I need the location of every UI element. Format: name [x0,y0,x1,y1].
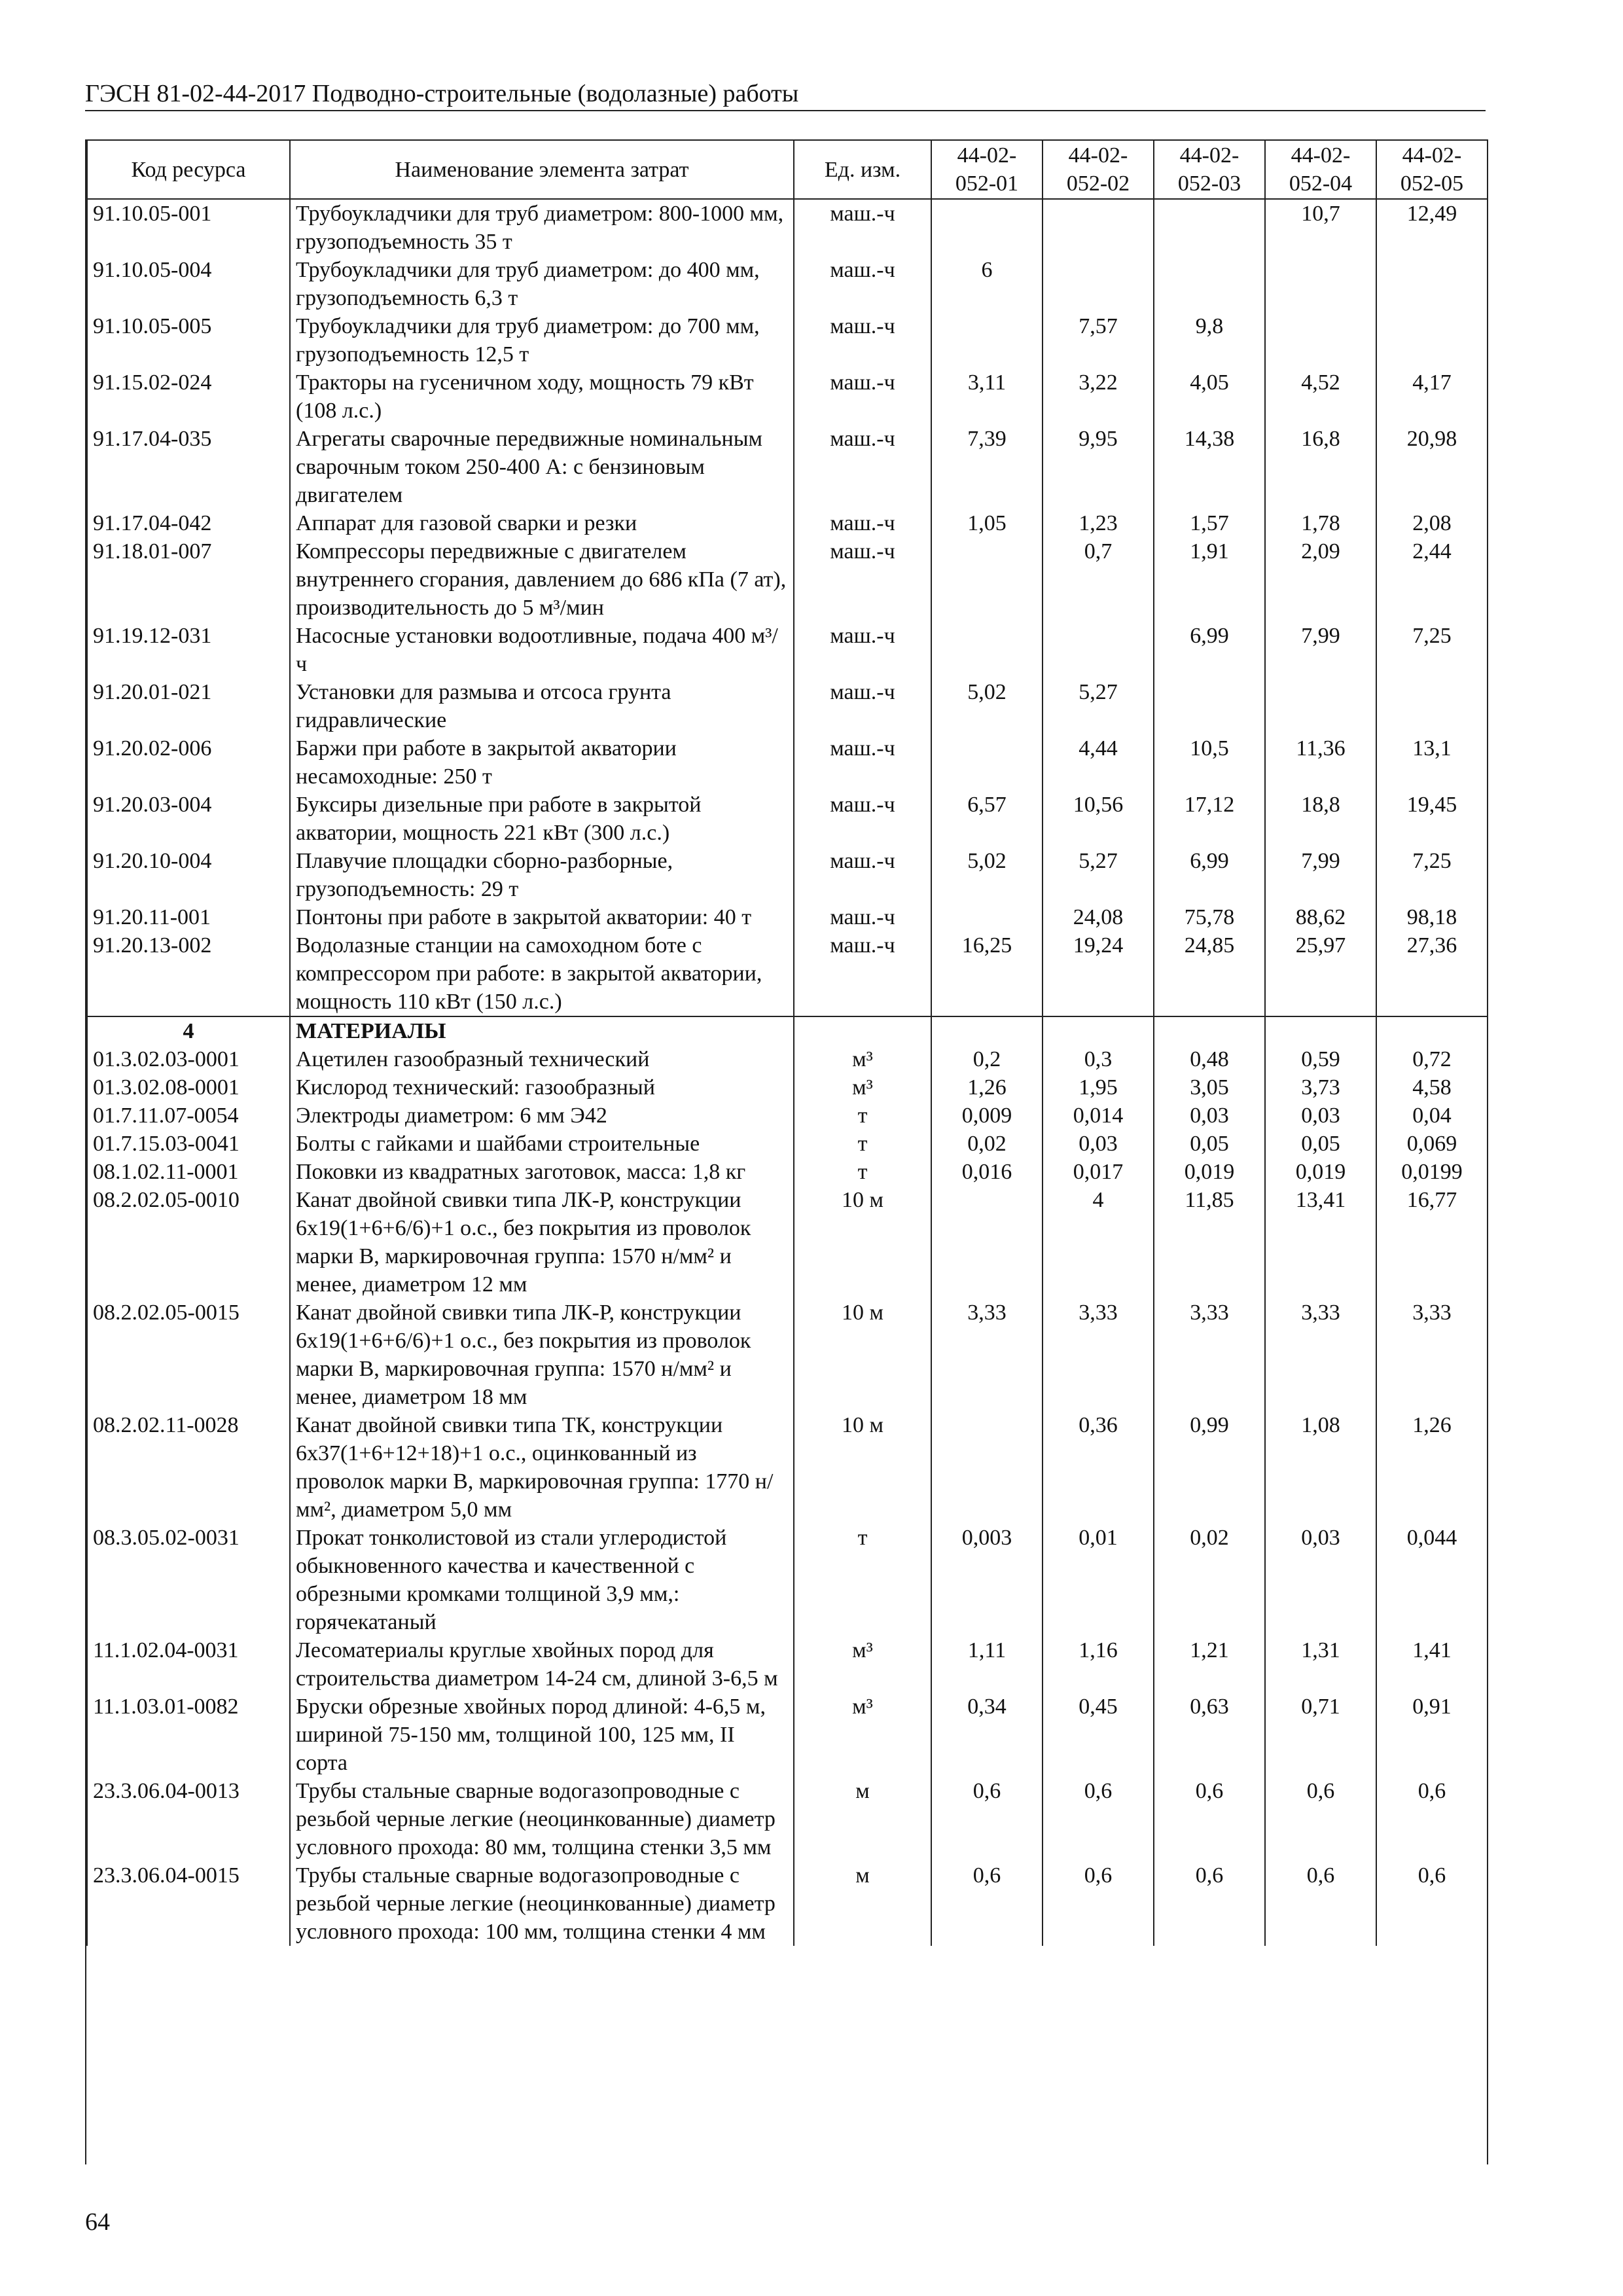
value-cell-col-4: 0,6 [1265,1861,1376,1946]
unit-cell: маш.-ч [794,622,931,678]
value-cell-col-1: 6 [931,256,1043,312]
value-cell-col-5: 2,44 [1376,537,1488,622]
value-cell-col-1: 5,02 [931,678,1043,734]
resource-code: 01.3.02.03-0001 [87,1045,290,1073]
value-cell-col-4: 2,09 [1265,537,1376,622]
value-cell-col-1: 0,016 [931,1158,1043,1186]
table-row [87,791,1488,847]
value-cell-col-1: 1,05 [931,509,1043,537]
resource-code: 91.10.05-001 [87,199,290,256]
value-cell-col-3: 0,05 [1154,1130,1265,1158]
value-cell-col-4: 18,8 [1265,791,1376,847]
header-col-1 [931,140,1043,199]
value-cell-col-5: 4,58 [1376,1073,1488,1102]
value-cell-col-2: 0,3 [1043,1045,1154,1073]
value-cell-col-4 [1265,678,1376,734]
value-cell-col-1: 0,02 [931,1130,1043,1158]
resource-code: 01.7.15.03-0041 [87,1130,290,1158]
value-cell-col-5: 98,18 [1376,903,1488,931]
header-col-4-line-2: 052-04 [1289,171,1353,196]
resource-code: 91.17.04-035 [87,425,290,509]
value-cell-col-3 [1154,678,1265,734]
unit-cell: маш.-ч [794,931,931,1016]
unit-cell: т [794,1158,931,1186]
resource-code: 91.20.03-004 [87,791,290,847]
value-cell-col-4: 13,41 [1265,1186,1376,1299]
value-cell-col-5: 27,36 [1376,931,1488,1016]
unit-cell: м [794,1861,931,1946]
unit-cell: т [794,1524,931,1636]
value-cell-col-2: 7,57 [1043,312,1154,368]
table-row [87,1102,1488,1130]
resource-code: 91.10.05-004 [87,256,290,312]
value-cell-col-2: 19,24 [1043,931,1154,1016]
table-row [87,509,1488,537]
resource-name: Трубоукладчики для труб диаметром: до 400 мм, грузоподъемность 6,3 т [290,256,794,312]
value-cell-col-1: 0,6 [931,1861,1043,1946]
value-cell-col-3: 11,85 [1154,1186,1265,1299]
value-cell-col-3: 0,6 [1154,1861,1265,1946]
section-title: МАТЕРИАЛЫ [290,1016,794,1045]
value-cell-col-3: 0,6 [1154,1777,1265,1861]
value-cell-col-4: 1,78 [1265,509,1376,537]
resource-name: Баржи при работе в закрытой акватории несамоходные: 250 т [290,734,794,791]
page-number: 64 [85,2208,110,2236]
resource-code: 91.20.01-021 [87,678,290,734]
value-cell-col-2 [1043,256,1154,312]
resource-code: 08.2.02.11-0028 [87,1411,290,1524]
resource-code: 08.1.02.11-0001 [87,1158,290,1186]
value-cell-col-4: 0,03 [1265,1102,1376,1130]
value-cell-col-3: 10,5 [1154,734,1265,791]
value-cell-col-3: 0,03 [1154,1102,1265,1130]
unit-cell: маш.-ч [794,537,931,622]
value-cell-col-4: 0,59 [1265,1045,1376,1073]
value-cell-col-3: 4,05 [1154,368,1265,425]
value-cell-col-4: 1,31 [1265,1636,1376,1693]
value-cell-col-5: 0,069 [1376,1130,1488,1158]
header-col-3-line-1: 44-02- [1179,143,1240,168]
table-row [87,1045,1488,1073]
value-cell-col-5: 1,41 [1376,1636,1488,1693]
value-cell-col-2: 3,33 [1043,1299,1154,1411]
value-cell-col-4: 3,33 [1265,1299,1376,1411]
header-col-5 [1376,140,1488,199]
value-cell-col-5 [1376,1016,1488,1045]
resource-name: Понтоны при работе в закрытой акватории: 40 т [290,903,794,931]
resource-name: Электроды диаметром: 6 мм Э42 [290,1102,794,1130]
value-cell-col-4: 0,71 [1265,1693,1376,1777]
value-cell-col-2: 0,6 [1043,1861,1154,1946]
resource-code: 08.3.05.02-0031 [87,1524,290,1636]
unit-cell: маш.-ч [794,734,931,791]
header-col-2-line-2: 052-02 [1066,171,1130,196]
value-cell-col-1 [931,199,1043,256]
value-cell-col-2 [1043,1016,1154,1045]
value-cell-col-4: 0,6 [1265,1777,1376,1861]
value-cell-col-5 [1376,678,1488,734]
value-cell-col-2: 0,45 [1043,1693,1154,1777]
value-cell-col-5: 1,26 [1376,1411,1488,1524]
value-cell-col-3: 0,63 [1154,1693,1265,1777]
value-cell-col-3: 24,85 [1154,931,1265,1016]
table-row [87,903,1488,931]
table-body [87,199,1488,1946]
value-cell-col-5: 0,6 [1376,1777,1488,1861]
table-row [87,1299,1488,1411]
unit-cell: м³ [794,1693,931,1777]
value-cell-col-3: 0,019 [1154,1158,1265,1186]
resource-code: 23.3.06.04-0013 [87,1777,290,1861]
table-row [87,678,1488,734]
value-cell-col-4: 0,03 [1265,1524,1376,1636]
unit-cell: 10 м [794,1299,931,1411]
value-cell-col-5: 3,33 [1376,1299,1488,1411]
value-cell-col-2: 5,27 [1043,678,1154,734]
value-cell-col-2: 24,08 [1043,903,1154,931]
table-header-row [87,140,1488,199]
resource-code: 23.3.06.04-0015 [87,1861,290,1946]
resource-name: Ацетилен газообразный технический [290,1045,794,1073]
table-row [87,1411,1488,1524]
resource-name: Болты с гайками и шайбами строительные [290,1130,794,1158]
value-cell-col-2: 9,95 [1043,425,1154,509]
value-cell-col-3: 1,57 [1154,509,1265,537]
table-row [87,1158,1488,1186]
resource-code: 11.1.02.04-0031 [87,1636,290,1693]
value-cell-col-5: 20,98 [1376,425,1488,509]
value-cell-col-2 [1043,199,1154,256]
unit-cell: маш.-ч [794,368,931,425]
value-cell-col-2: 5,27 [1043,847,1154,903]
resource-name: Бруски обрезные хвойных пород длиной: 4-6,5 м, шириной 75-150 мм, толщиной 100, 125 мм, II сорта [290,1693,794,1777]
value-cell-col-1 [931,622,1043,678]
resource-name: Плавучие площадки сборно-разборные, грузоподъемность: 29 т [290,847,794,903]
header-code: Код ресурса [87,140,290,199]
value-cell-col-3: 6,99 [1154,847,1265,903]
unit-cell: м³ [794,1045,931,1073]
value-cell-col-1: 3,33 [931,1299,1043,1411]
unit-cell: маш.-ч [794,791,931,847]
header-col-1-line-2: 052-01 [955,171,1019,196]
value-cell-col-4: 3,73 [1265,1073,1376,1102]
value-cell-col-4: 25,97 [1265,931,1376,1016]
value-cell-col-1 [931,1016,1043,1045]
value-cell-col-2: 0,01 [1043,1524,1154,1636]
value-cell-col-3: 1,91 [1154,537,1265,622]
value-cell-col-1 [931,312,1043,368]
value-cell-col-2: 10,56 [1043,791,1154,847]
value-cell-col-1 [931,734,1043,791]
unit-cell: т [794,1130,931,1158]
value-cell-col-1: 0,009 [931,1102,1043,1130]
resource-name: Тракторы на гусеничном ходу, мощность 79 кВт (108 л.с.) [290,368,794,425]
value-cell-col-1: 0,003 [931,1524,1043,1636]
value-cell-col-2: 1,95 [1043,1073,1154,1102]
table-row [87,537,1488,622]
resource-name: Трубоукладчики для труб диаметром: до 700 мм, грузоподъемность 12,5 т [290,312,794,368]
header-col-1-line-1: 44-02- [957,143,1017,168]
resource-code: 91.15.02-024 [87,368,290,425]
value-cell-col-5: 12,49 [1376,199,1488,256]
value-cell-col-5: 7,25 [1376,622,1488,678]
value-cell-col-2: 3,22 [1043,368,1154,425]
value-cell-col-2: 0,7 [1043,537,1154,622]
value-cell-col-4: 4,52 [1265,368,1376,425]
value-cell-col-4 [1265,256,1376,312]
value-cell-col-4 [1265,312,1376,368]
value-cell-col-5: 19,45 [1376,791,1488,847]
header-name: Наименование элемента затрат [290,140,794,199]
resource-name: Поковки из квадратных заготовок, масса: 1,8 кг [290,1158,794,1186]
value-cell-col-1: 1,11 [931,1636,1043,1693]
resource-name: Буксиры дизельные при работе в закрытой акватории, мощность 221 кВт (300 л.с.) [290,791,794,847]
value-cell-col-1: 7,39 [931,425,1043,509]
resource-name: Канат двойной свивки типа ЛК-Р, конструкции 6х19(1+6+6/6)+1 о.с., без покрытия из проволок марки В, маркировочная группа: 1570 н/мм² и менее, диаметром 12 мм [290,1186,794,1299]
value-cell-col-5: 0,91 [1376,1693,1488,1777]
resource-name: Прокат тонколистовой из стали углеродистой обыкновенного качества и качественной с обрезными кромками толщиной 3,9 мм,: горячекатаный [290,1524,794,1636]
value-cell-col-3 [1154,1016,1265,1045]
value-cell-col-4: 88,62 [1265,903,1376,931]
value-cell-col-2: 1,23 [1043,509,1154,537]
value-cell-col-1: 16,25 [931,931,1043,1016]
table-row [87,1130,1488,1158]
unit-cell [794,1016,931,1045]
resource-name: Лесоматериалы круглые хвойных пород для строительства диаметром 14-24 см, длиной 3-6,5 м [290,1636,794,1693]
value-cell-col-5: 0,6 [1376,1861,1488,1946]
value-cell-col-5: 0,04 [1376,1102,1488,1130]
table-row [87,312,1488,368]
value-cell-col-3: 0,48 [1154,1045,1265,1073]
resource-code: 91.10.05-005 [87,312,290,368]
table-row [87,1186,1488,1299]
unit-cell: м³ [794,1073,931,1102]
table-row [87,1693,1488,1777]
value-cell-col-3: 0,02 [1154,1524,1265,1636]
unit-cell: м [794,1777,931,1861]
header-col-5-line-2: 052-05 [1400,171,1464,196]
value-cell-col-3: 6,99 [1154,622,1265,678]
value-cell-col-2: 0,017 [1043,1158,1154,1186]
header-col-4 [1265,140,1376,199]
resource-table [86,139,1488,1946]
value-cell-col-5: 13,1 [1376,734,1488,791]
value-cell-col-1: 0,34 [931,1693,1043,1777]
value-cell-col-3: 1,21 [1154,1636,1265,1693]
unit-cell: маш.-ч [794,678,931,734]
resource-name: Аппарат для газовой сварки и резки [290,509,794,537]
resource-code: 01.3.02.08-0001 [87,1073,290,1102]
resource-name: Трубоукладчики для труб диаметром: 800-1000 мм, грузоподъемность 35 т [290,199,794,256]
value-cell-col-2: 0,014 [1043,1102,1154,1130]
resource-code: 91.20.11-001 [87,903,290,931]
value-cell-col-2: 1,16 [1043,1636,1154,1693]
value-cell-col-3 [1154,256,1265,312]
value-cell-col-5 [1376,312,1488,368]
unit-cell: т [794,1102,931,1130]
unit-cell: маш.-ч [794,903,931,931]
value-cell-col-1: 0,6 [931,1777,1043,1861]
resource-code: 08.2.02.05-0010 [87,1186,290,1299]
value-cell-col-1: 5,02 [931,847,1043,903]
value-cell-col-5: 16,77 [1376,1186,1488,1299]
resource-name: Трубы стальные сварные водогазопроводные с резьбой черные легкие (неоцинкованные) диаметр условного прохода: 100 мм, толщина стенки 4 мм [290,1861,794,1946]
value-cell-col-5: 2,08 [1376,509,1488,537]
value-cell-col-2: 4,44 [1043,734,1154,791]
value-cell-col-4 [1265,1016,1376,1045]
section-number: 4 [87,1016,290,1045]
value-cell-col-2: 4 [1043,1186,1154,1299]
section-row [87,1016,1488,1045]
table-row [87,425,1488,509]
value-cell-col-3: 0,99 [1154,1411,1265,1524]
value-cell-col-4: 16,8 [1265,425,1376,509]
resource-name: Трубы стальные сварные водогазопроводные с резьбой черные легкие (неоцинкованные) диаметр условного прохода: 80 мм, толщина стенки 3,5 мм [290,1777,794,1861]
value-cell-col-1 [931,1411,1043,1524]
table-row [87,734,1488,791]
resource-name: Водолазные станции на самоходном боте с компрессором при работе: в закрытой акватории, мощность 110 кВт (150 л.с.) [290,931,794,1016]
resource-code: 91.17.04-042 [87,509,290,537]
header-col-3-line-2: 052-03 [1177,171,1241,196]
value-cell-col-3: 3,33 [1154,1299,1265,1411]
value-cell-col-1 [931,537,1043,622]
value-cell-col-1: 0,2 [931,1045,1043,1073]
resource-code: 91.20.10-004 [87,847,290,903]
value-cell-col-1 [931,1186,1043,1299]
unit-cell: 10 м [794,1186,931,1299]
resource-name: Компрессоры передвижные с двигателем внутреннего сгорания, давлением до 686 кПа (7 ат), производительность до 5 м³/мин [290,537,794,622]
resource-code: 01.7.11.07-0054 [87,1102,290,1130]
value-cell-col-4: 0,019 [1265,1158,1376,1186]
value-cell-col-1: 6,57 [931,791,1043,847]
resource-code: 91.20.13-002 [87,931,290,1016]
value-cell-col-2: 0,03 [1043,1130,1154,1158]
unit-cell: м³ [794,1636,931,1693]
table-row [87,847,1488,903]
header-col-5-line-1: 44-02- [1402,143,1462,168]
value-cell-col-1 [931,903,1043,931]
value-cell-col-5: 0,0199 [1376,1158,1488,1186]
header-col-3 [1154,140,1265,199]
header-col-4-line-1: 44-02- [1291,143,1351,168]
value-cell-col-3: 75,78 [1154,903,1265,931]
header-col-2 [1043,140,1154,199]
resource-code: 08.2.02.05-0015 [87,1299,290,1411]
resource-table-frame [85,139,1488,2164]
resource-name: Кислород технический: газообразный [290,1073,794,1102]
value-cell-col-5: 0,044 [1376,1524,1488,1636]
value-cell-col-4: 7,99 [1265,622,1376,678]
unit-cell: маш.-ч [794,425,931,509]
unit-cell: маш.-ч [794,256,931,312]
value-cell-col-1: 3,11 [931,368,1043,425]
value-cell-col-5: 4,17 [1376,368,1488,425]
value-cell-col-3: 3,05 [1154,1073,1265,1102]
unit-cell: 10 м [794,1411,931,1524]
table-row [87,931,1488,1016]
resource-name: Насосные установки водоотливные, подача 400 м³/ч [290,622,794,678]
value-cell-col-3: 17,12 [1154,791,1265,847]
resource-name: Канат двойной свивки типа ЛК-Р, конструкции 6х19(1+6+6/6)+1 о.с., без покрытия из проволок марки В, маркировочная группа: 1570 н/мм² и менее, диаметром 18 мм [290,1299,794,1411]
value-cell-col-3: 14,38 [1154,425,1265,509]
table-row [87,1524,1488,1636]
value-cell-col-3 [1154,199,1265,256]
value-cell-col-5: 0,72 [1376,1045,1488,1073]
table-row [87,1073,1488,1102]
value-cell-col-4: 11,36 [1265,734,1376,791]
resource-code: 91.20.02-006 [87,734,290,791]
resource-code: 91.18.01-007 [87,537,290,622]
value-cell-col-4: 1,08 [1265,1411,1376,1524]
value-cell-col-4: 7,99 [1265,847,1376,903]
resource-name: Канат двойной свивки типа ТК, конструкции 6х37(1+6+12+18)+1 о.с., оцинкованный из проволок марки В, маркировочная группа: 1770 н/мм², диаметром 5,0 мм [290,1411,794,1524]
unit-cell: маш.-ч [794,199,931,256]
table-row [87,622,1488,678]
resource-name: Агрегаты сварочные передвижные номинальным сварочным током 250-400 А: с бензиновым двигателем [290,425,794,509]
value-cell-col-2 [1043,622,1154,678]
header-unit: Ед. изм. [794,140,931,199]
table-row [87,1777,1488,1861]
value-cell-col-2: 0,6 [1043,1777,1154,1861]
running-header [85,77,1486,111]
unit-cell: маш.-ч [794,509,931,537]
value-cell-col-1: 1,26 [931,1073,1043,1102]
unit-cell: маш.-ч [794,312,931,368]
document-title: ГЭСН 81-02-44-2017 Подводно-строительные (водолазные) работы [85,80,799,107]
table-row [87,368,1488,425]
value-cell-col-5: 7,25 [1376,847,1488,903]
value-cell-col-4: 0,05 [1265,1130,1376,1158]
resource-name: Установки для размыва и отсоса грунта гидравлические [290,678,794,734]
table-row [87,256,1488,312]
resource-code: 91.19.12-031 [87,622,290,678]
table-row [87,199,1488,256]
header-col-2-line-1: 44-02- [1068,143,1128,168]
resource-code: 11.1.03.01-0082 [87,1693,290,1777]
table-row [87,1636,1488,1693]
value-cell-col-5 [1376,256,1488,312]
unit-cell: маш.-ч [794,847,931,903]
value-cell-col-2: 0,36 [1043,1411,1154,1524]
value-cell-col-3: 9,8 [1154,312,1265,368]
table-row [87,1861,1488,1946]
value-cell-col-4: 10,7 [1265,199,1376,256]
